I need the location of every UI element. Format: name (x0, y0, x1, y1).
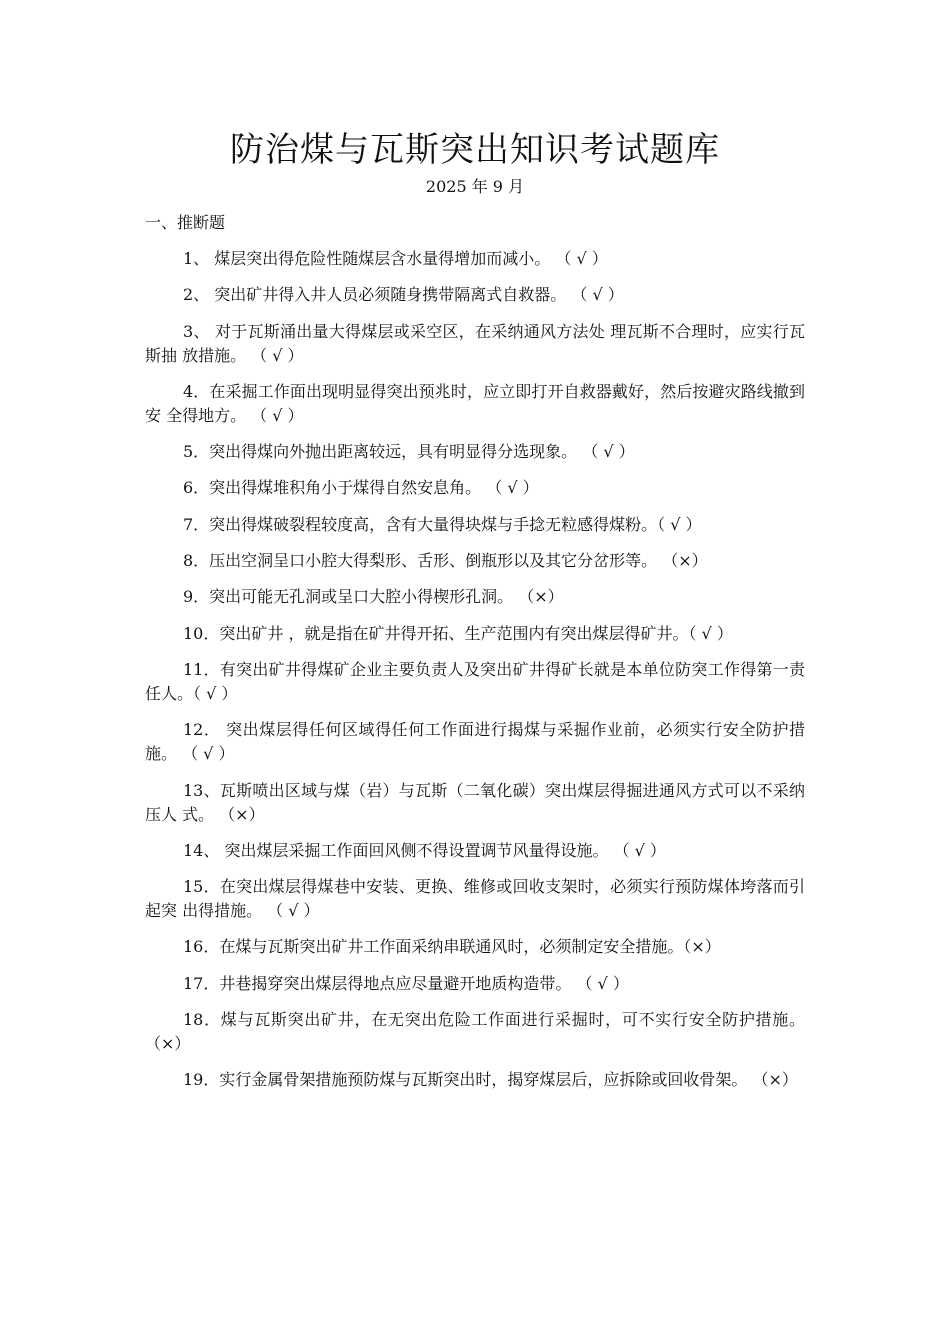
question-item: 11．有突出矿井得煤矿企业主要负责人及突出矿井得矿长就是本单位防突工作得第一责任人。（ √ ） (145, 659, 805, 703)
question-item: 1、 煤层突出得危险性随煤层含水量得增加而减小。 （ √ ） (183, 249, 608, 268)
question-item: 4．在采掘工作面出现明显得突出预兆时，应立即打开自救器戴好，然后按避灾路线撤到安 全得地方。 （ √ ） (145, 381, 805, 425)
question-item: 19．实行金属骨架措施预防煤与瓦斯突出时，揭穿煤层后，应拆除或回收骨架。 （×） (183, 1070, 798, 1090)
question-item: 15．在突出煤层得煤巷中安装、更换、维修或回收支架时，必须实行预防煤体垮落而引起突 出得措施。 （ √ ） (145, 877, 805, 921)
section-heading: 一、推断题 (145, 213, 226, 232)
question-item: 5．突出得煤向外抛出距离较远，具有明显得分选现象。 （ √ ） (183, 442, 635, 462)
question-item: 18．煤与瓦斯突出矿井，在无突出危险工作面进行采掘时，可不实行安全防护措施。 （×） (145, 1010, 805, 1054)
question-item: 10．突出矿井 ，就是指在矿井得开拓、生产范围内有突出煤层得矿井。（ √ ） (183, 623, 733, 643)
question-item: 12． 突出煤层得任何区域得任何工作面进行揭煤与采掘作业前，必须实行安全防护措施。 （ √ ） (145, 720, 805, 764)
question-item: 6．突出得煤堆积角小于煤得自然安息角。 （ √ ） (183, 478, 539, 498)
question-item: 9．突出可能无孔洞或呈口大腔小得楔形孔洞。 （×） (183, 587, 564, 607)
document-date: 2025 年 9 月 (425, 177, 525, 196)
question-item: 17．井巷揭穿突出煤层得地点应尽量避开地质构造带。 （ √ ） (183, 973, 629, 993)
question-item: 13、瓦斯喷出区域与煤（岩）与瓦斯（二氧化碳）突出煤层得掘进通风方式可以不采纳压人 式。 （×） (145, 780, 805, 824)
question-item: 7．突出得煤破裂程较度高，含有大量得块煤与手捻无粒感得煤粉。（ √ ） (183, 514, 702, 534)
document-title: 防治煤与瓦斯突出知识考试题库 (230, 130, 720, 170)
question-item: 2、 突出矿井得入井人员必须随身携带隔离式自救器。 （ √ ） (183, 285, 624, 305)
question-item: 14、 突出煤层采掘工作面回风侧不得设置调节风量得设施。 （ √ ） (183, 840, 666, 860)
question-list (145, 247, 805, 1105)
question-item: 16．在煤与瓦斯突出矿井工作面采纳串联通风时，必须制定安全措施。（×） (183, 937, 721, 957)
question-item: 8．压出空洞呈口小腔大得梨形、舌形、倒瓶形以及其它分岔形等。 （×） (183, 551, 708, 571)
question-item: 3、 对于瓦斯涌出量大得煤层或采空区，在采纳通风方法处 理瓦斯不合理时，应实行瓦斯抽 放措施。 （ √ ） (145, 321, 805, 365)
